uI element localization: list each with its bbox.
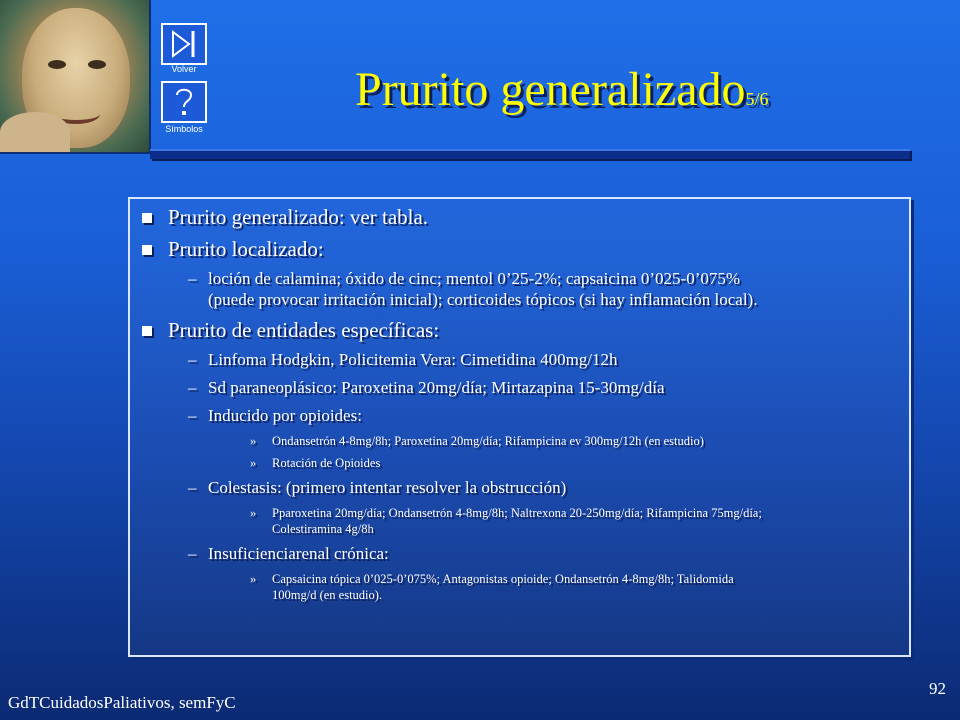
sd-label: Sd paraneoplásico: <box>208 378 337 397</box>
insuficiencia-label: Insuficienciarenal crónica: <box>208 544 389 563</box>
question-icon <box>171 85 197 119</box>
bullet-1-text: Prurito generalizado: ver tabla. <box>168 205 429 229</box>
insuficiencia-item: – Insuficienciarenal crónica: <box>188 544 389 563</box>
localizado-line-2: (puede provocar irritación inicial); corticoides tópicos (si hay inflamación local). <box>208 290 758 309</box>
opioides-sub-1-text: Ondansetrón 4-8mg/8h; Paroxetina 20mg/día; Rifampicina ev 300mg/12h (en estudio) <box>272 434 704 448</box>
page-title <box>355 62 769 117</box>
insuficiencia-sub-1: » Capsaicina tópica 0’025-0’075%; Antagonistas opioide; Ondansetrón 4-8mg/8h; Talidomida 100mg/d (en estudio). <box>138 571 906 603</box>
opioides-label: Inducido por opioides: <box>208 406 362 425</box>
square-bullet-icon <box>142 245 152 255</box>
insuficiencia-sub-1-line-2: 100mg/d (en estudio). <box>272 588 383 602</box>
opioides-item: – Inducido por opioides: <box>188 406 362 425</box>
simbolos-button[interactable] <box>161 81 207 123</box>
bullet-2 <box>138 236 906 262</box>
footer-credit: GdTCuidadosPaliativos, semFyC <box>8 693 236 712</box>
title-main: Prurito generalizado <box>355 63 746 116</box>
portrait-image <box>0 0 151 154</box>
volver-button[interactable] <box>161 23 207 65</box>
right-eye <box>88 60 106 69</box>
insuficiencia-sub-1-line-1: Capsaicina tópica 0’025-0’075%; Antagonistas opioide; Ondansetrón 4-8mg/8h; Talidomida <box>272 572 734 586</box>
localizado-line-1: loción de calamina; óxido de cinc; mentol 0’25-2%; capsaicina 0’025-0’075% <box>208 269 741 288</box>
bullet-3-text: Prurito de entidades específicas: <box>168 318 440 342</box>
skip-back-icon <box>169 28 199 60</box>
linfoma-label: Linfoma Hodgkin, Policitemia Vera: <box>208 350 457 369</box>
linfoma-value: Cimetidina 400mg/12h <box>456 350 618 369</box>
simbolos-label: Símbolos <box>165 124 203 134</box>
volver-label: Volver <box>171 64 197 74</box>
bullet-3 <box>138 317 906 343</box>
linfoma-item: – Linfoma Hodgkin, Policitemia Vera: Cimetidina 400mg/12h <box>188 350 618 369</box>
colestasis-item: – Colestasis: (primero intentar resolver la obstrucción) <box>188 478 567 497</box>
sd-value: Paroxetina 20mg/día; Mirtazapina 15-30mg/día <box>336 378 665 397</box>
bullet-2-text: Prurito localizado: <box>168 237 324 261</box>
opioides-sub-2: » Rotación de Opioides <box>250 456 381 470</box>
bullet-1 <box>138 204 906 230</box>
colestasis-value: (primero intentar resolver la obstrucción) <box>281 478 567 497</box>
opioides-sub-1: » Ondansetrón 4-8mg/8h; Paroxetina 20mg/día; Rifampicina ev 300mg/12h (en estudio) <box>250 434 704 448</box>
bullet-2-sub-1: – loción de calamina; óxido de cinc; mentol 0’25-2%; capsaicina 0’025-0’075% (puede provocar irritación inicial); corticoides tópicos (si hay inflamación local). <box>138 268 906 310</box>
title-sub: 5/6 <box>745 89 769 109</box>
sd-item: – Sd paraneoplásico: Paroxetina 20mg/día; Mirtazapina 15-30mg/día <box>188 378 665 397</box>
colestasis-sub-1: » Pparoxetina 20mg/día; Ondansetrón 4-8mg/8h; Naltrexona 20-250mg/día; Rifampicina 75mg/día; Colestiramina 4g/8h <box>138 505 906 537</box>
colestasis-label: Colestasis: <box>208 478 282 497</box>
square-bullet-icon <box>142 213 152 223</box>
title-divider <box>150 149 910 159</box>
colestasis-sub-1-line-2: Colestiramina 4g/8h <box>272 522 374 536</box>
left-eye <box>48 60 66 69</box>
square-bullet-icon <box>142 326 152 336</box>
page-number: 92 <box>929 679 946 698</box>
colestasis-sub-1-line-1: Pparoxetina 20mg/día; Ondansetrón 4-8mg/8h; Naltrexona 20-250mg/día; Rifampicina 75mg/día; <box>272 506 762 520</box>
hand-shape <box>0 112 70 152</box>
opioides-sub-2-text: Rotación de Opioides <box>272 456 381 470</box>
content-list <box>138 204 906 609</box>
